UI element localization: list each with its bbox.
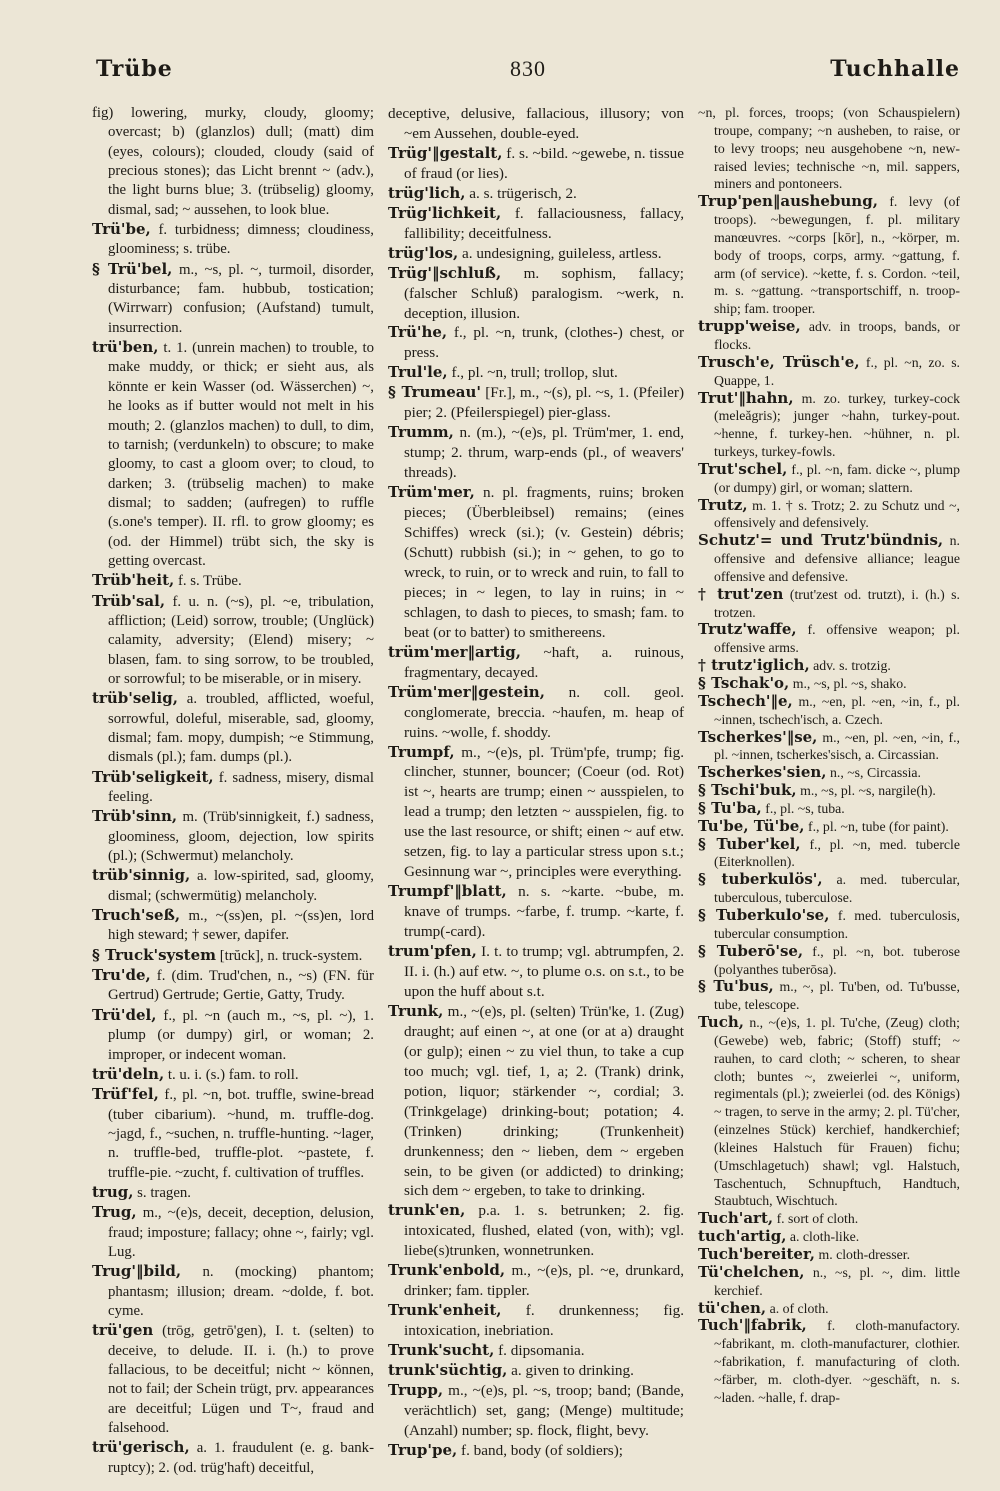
entry-definition: f. (dim. Trud'chen, n., ~s) (FN. für Gertrud) Gertrude; Gertie, Gatty, Trudy. [108, 968, 374, 1004]
entry-definition: f. s. Trübe. [177, 573, 242, 590]
entry-headword: tü'chen, [698, 1298, 767, 1317]
dictionary-entry [92, 1321, 374, 1438]
entry-headword: Trupp, [388, 1381, 444, 1399]
entry-headword: Trup'pen‖aushebung, [698, 192, 878, 211]
dictionary-entry [388, 643, 684, 683]
entry-headword: Tru'de, [92, 966, 151, 985]
dictionary-entry [92, 1065, 374, 1085]
entry-headword: Trü'be, [92, 220, 151, 239]
entry-headword: Trumpf, [388, 742, 455, 761]
entry-definition: n. (m.), ~(e)s, pl. Trüm'mer, 1. end, stump; 2. thrum, warp-ends (pl., of weavers' threads). [404, 424, 684, 482]
dictionary-entry [388, 264, 684, 324]
dictionary-entry [92, 1085, 374, 1183]
entry-headword: Trüb'sinn, [92, 807, 178, 826]
entry-headword: Trüb'seligkeit, [92, 767, 214, 786]
dictionary-entry [92, 1203, 374, 1262]
dictionary-entry [92, 1006, 374, 1065]
dictionary-entry [698, 497, 960, 533]
entry-headword: trü'deln, [92, 1064, 165, 1083]
entry-definition: [Fr.], m., ~(s), pl. ~s, 1. (Pfeiler) pier; 2. (Pfeilerspiegel) pier-glass. [404, 384, 684, 422]
dictionary-entry [92, 946, 374, 966]
entry-definition: adv. s. trotzig. [813, 658, 891, 674]
entry-headword: Trut'schel, [698, 459, 788, 478]
entry-definition: f. band, body (of soldiers); [461, 1441, 623, 1459]
dictionary-entry [92, 338, 374, 571]
dictionary-entry [92, 592, 374, 690]
entry-headword: § Tuber'kel, [698, 834, 801, 853]
entry-definition: n. offensive and defensive alliance; league offensive and defensive. [714, 533, 961, 584]
entry-headword: § Tschak'o, [698, 674, 790, 692]
entry-headword: trüg'los, [388, 243, 459, 262]
entry-headword: trü'ben, [92, 338, 159, 357]
entry-headword: Tschech'‖e, [698, 691, 793, 710]
entry-headword: Trumpf'‖blatt, [388, 882, 507, 901]
entry-headword: trüm'mer‖artig, [388, 642, 521, 661]
entry-headword: trunk'süchtig, [388, 1361, 508, 1380]
entry-definition: f. med. tuberculosis, tubercular consumption. [714, 907, 960, 941]
entry-definition: a. low-spirited, sad, gloomy, dismal; (schwermütig) melancholy. [108, 868, 375, 904]
entry-definition: s. tragen. [137, 1184, 191, 1201]
dictionary-entry [388, 743, 684, 883]
dictionary-entry [698, 532, 960, 586]
entry-definition: m. 1. † s. Trotz; 2. zu Schutz und ~, offensively and defensively. [714, 497, 960, 531]
dictionary-entry [698, 1300, 960, 1318]
entry-headword: Trüm'mer, [388, 483, 475, 502]
entry-headword: Trut'‖hahn, [698, 388, 794, 407]
header-guide-word-right: Tuchhalle [830, 56, 960, 82]
entry-headword: § Trumeau' [388, 383, 482, 402]
entry-definition: f., pl. ~n, med. tubercle (Eiterknollen). [714, 836, 960, 870]
entry-definition: m., ~en, pl. ~en, ~in, f., pl. ~innen, tscherkes'sisch, a. Circassian. [714, 729, 960, 763]
entry-definition: f. sadness, misery, dismal feeling. [108, 769, 374, 806]
entry-definition: m. sophism, fallacy; (falscher Schluß) paralogism. ~werk, n. deception, illusion. [404, 264, 685, 322]
entry-headword: Trunk'enheit, [388, 1301, 502, 1320]
dictionary-entry [698, 621, 960, 657]
entry-headword: Trug'‖bild, [92, 1262, 182, 1281]
entry-definition: f. offensive weapon; pl. offensive arms. [714, 622, 960, 656]
entry-definition: f. u. n. (~s), pl. ~e, tribulation, affliction; (Leid) sorrow, trouble; (Unglück) calamity, adversity; (Elend) misery; ~ blasen, fam. to sing sorrow, to be troubled, or sorrowful; to be miserable, or in misery. [108, 593, 374, 687]
dictionary-entry [698, 764, 960, 782]
dictionary-entry [698, 354, 960, 390]
entry-definition: a. cloth-like. [789, 1229, 860, 1245]
entry-definition: m., ~(e)s, deceit, deception, delusion, fraud; imposture; fallacy; ohne ~, fairly; vgl. Lug. [108, 1205, 374, 1260]
dictionary-entry [92, 807, 374, 866]
column-right [698, 104, 960, 1407]
dictionary-entry [92, 906, 374, 946]
dictionary-entry [92, 966, 374, 1006]
entry-headword: trunk'en, [388, 1201, 466, 1220]
entry-definition: a. s. trügerisch, 2. [469, 184, 577, 202]
entry-headword: Tuch'bereiter, [698, 1245, 816, 1263]
entry-definition: m., ~(e)s, pl. ~s, troop; band; (Bande, verächtlich) set, gang; (Menge) multitude; (Anzahl) number; sp. flock, flight, bevy. [404, 1382, 684, 1439]
entry-headword: § Trü'bel, [92, 259, 173, 278]
entry-headword: Tscherkes'sien, [698, 763, 827, 782]
entry-definition: m., ~(ss)en, pl. ~(ss)en, lord high steward; † sewer, dapifer. [108, 908, 374, 944]
dictionary-entry [388, 1301, 684, 1341]
entry-definition: (trōg, getrō'gen), I. t. (selten) to deceive, to delude. II. i. (h.) to prove fallacious, to be deceitful; nicht ~ können, not to fail; der Schein trügt, prv. appearances are deceitful; Lügen und T~, fraud and falsehood. [108, 1323, 374, 1437]
dictionary-entry [388, 1341, 684, 1361]
dictionary-entry [698, 782, 960, 800]
entry-headword: Tuch'‖fabrik, [698, 1316, 807, 1335]
entry-headword: Tuch, [698, 1013, 744, 1032]
entry-headword: Trü'del, [92, 1005, 157, 1024]
dictionary-entry [698, 586, 960, 622]
dictionary-entry [698, 461, 960, 497]
entry-headword: § Tuberō'se, [698, 941, 804, 960]
entry-headword: Tscherkes'‖se, [698, 727, 818, 746]
entry-headword: Trutz, [698, 495, 748, 514]
dictionary-entry [698, 943, 960, 979]
entry-headword: Trumm, [388, 423, 454, 442]
page-header [96, 56, 960, 96]
entry-definition: f. levy (of troops). ~bewegungen, f. pl. military manœuvres. ~corps [kōr], n., ~körper, m. body of troops, corps, army. ~gattung, f. arm (of service). ~kette, f. s. Cordon. ~teil, m. s. ~gattung. ~transportschiff, n. troop-ship; fam. trooper. [714, 194, 960, 317]
entry-headword: § tuberkulös', [698, 870, 823, 889]
entry-definition: f. turbidness; dimness; cloudiness, gloominess; s. trübe. [108, 222, 374, 258]
entry-headword: Trusch'e, Trüsch'e, [698, 352, 860, 371]
dictionary-entry [698, 871, 960, 907]
entry-definition: f., pl. ~n (auch m., ~s, pl. ~), 1. plump (or dumpy) girl, or woman; 2. improper, or indecent woman. [108, 1007, 375, 1063]
dictionary-entry [92, 104, 374, 220]
dictionary-entry [92, 260, 374, 338]
header-guide-word-left: Trübe [96, 56, 173, 82]
entry-definition: a. troubled, afflicted, woeful, sorrowful, doleful, miserable, sad, gloomy, dismal; fam. mopy, dumpish; ~e Stimmung, dismals (pl.); fam. dumps (pl.). [108, 691, 374, 766]
entry-headword: Trüg'‖schluß, [388, 263, 502, 282]
entry-definition: m., ~en, pl. ~en, ~in, f., pl. ~innen, tschech'isch, a. Czech. [714, 693, 961, 727]
entry-definition: adv. in troops, bands, or flocks. [714, 319, 961, 352]
dictionary-entry [698, 836, 960, 872]
column-middle [388, 104, 684, 1461]
entry-definition: p.a. 1. s. betrunken; 2. fig. intoxicated, flushed, elated (von, with); vgl. liebe(s)trunken, wonnetrunken. [404, 1202, 684, 1260]
entry-definition: f., pl. ~n, tube (for paint). [807, 818, 949, 834]
entry-definition: f. dipsomania. [498, 1342, 585, 1360]
entry-definition: f. drunkenness; fig. intoxication, inebriation. [404, 1302, 684, 1340]
entry-headword: Trüm'mer‖gestein, [388, 682, 545, 701]
entry-headword: trü'gerisch, [92, 1438, 190, 1457]
dictionary-entry [92, 689, 374, 767]
dictionary-entry [698, 1264, 960, 1300]
entry-definition: a. undesigning, guileless, artless. [462, 244, 662, 262]
entry-headword: tuch'artig, [698, 1227, 787, 1246]
dictionary-entry [388, 683, 684, 743]
dictionary-entry [698, 318, 960, 354]
entry-definition: t. u. i. (s.) fam. to roll. [167, 1066, 299, 1083]
entry-headword: Trunk'enbold, [388, 1261, 506, 1280]
dictionary-entry [92, 1183, 374, 1203]
dictionary-entry [698, 818, 960, 836]
page-number: 830 [510, 56, 546, 81]
dictionary-entry [92, 866, 374, 906]
entry-definition: m., ~s, pl. ~s, nargile(h). [800, 783, 936, 799]
entry-headword: § Truck'system [92, 945, 217, 964]
dictionary-entry [388, 483, 684, 643]
entry-headword: Trul'le, [388, 363, 448, 382]
entry-headword: Trüg'‖gestalt, [388, 143, 503, 162]
dictionary-entry [388, 184, 684, 204]
entry-definition: f., pl. ~n, fam. dicke ~, plump (or dumpy) girl, or woman; slattern. [714, 461, 960, 495]
dictionary-entry [92, 220, 374, 260]
dictionary-entry [698, 907, 960, 943]
entry-headword: Schutz'= und Trutz'bündnis, [698, 531, 944, 550]
dictionary-entry [698, 729, 960, 765]
dictionary-entry [388, 1381, 684, 1441]
entry-headword: trum'pfen, [388, 942, 477, 961]
entry-headword: Trüg'lichkeit, [388, 203, 502, 222]
entry-headword: Truch'seß, [92, 906, 181, 925]
entry-definition: f. sort of cloth. [776, 1211, 859, 1227]
entry-headword: Trunk, [388, 1001, 444, 1020]
entry-definition: m. (Trüb'sinnigkeit, f.) sadness, gloominess, gloom, dejection, low spirits (pl.); (Schwermut) melancholy. [108, 809, 374, 865]
entry-headword: Tu'be, Tü'be, [698, 816, 805, 835]
dictionary-entry [388, 1261, 684, 1301]
dictionary-entry [698, 1210, 960, 1228]
entry-definition: f., pl. ~s, tuba. [765, 800, 845, 816]
dictionary-entry [388, 942, 684, 1002]
dictionary-entry [698, 1014, 960, 1210]
dictionary-entry [388, 383, 684, 423]
entry-definition: f., pl. ~n, trunk, (clothes-) chest, or press. [404, 324, 685, 362]
entry-definition: m., ~s, pl. ~s, shako. [792, 676, 907, 691]
entry-definition: n., ~(e)s, 1. pl. Tu'che, (Zeug) cloth; (Gewebe) web, fabric; (Stoff) stuff; ~ rauhen, to card cloth; ~ scheren, to shear cloth; buntes ~, zweierlei ~, uniform, regimentals (pl.); zweierlei (od. des Königs) ~ tragen, to serve in the army; 2. pl. Tü'cher, (einzelnes Stück) kerchief, handkerchief; (kleines Halstuch für Frauen) fichu; (Umschlagetuch) shawl; vgl. Halstuch, Taschentuch, Schnupftuch, Handtuch, Staubtuch, Wischtuch. [714, 1015, 960, 1209]
entry-definition: (trut'zest od. trutzt), i. (h.) s. trotzen. [714, 586, 960, 620]
entry-headword: § Tuberkulo'se, [698, 905, 830, 924]
entry-definition: a. given to drinking. [511, 1362, 634, 1380]
dictionary-entry [698, 657, 960, 675]
dictionary-entry [388, 1201, 684, 1261]
entry-definition: a. 1. fraudulent (e. g. bank-ruptcy); 2. (od. trüg'haft) deceitful, [108, 1440, 374, 1476]
entry-definition: f., pl. ~n, trull; trollop, slut. [451, 364, 618, 382]
entry-definition: I. t. to trump; vgl. abtrumpfen, 2. II. i. (h.) auf etw. ~, to plume o.s. on s.t., to be upon the huff about s.t. [404, 943, 685, 1000]
entry-definition: f., pl. ~n, zo. s. Quappe, 1. [714, 354, 961, 388]
dictionary-entry [388, 244, 684, 264]
dictionary-entry [92, 1262, 374, 1321]
dictionary-entry [92, 1438, 374, 1478]
entry-headword: Trug, [92, 1203, 137, 1222]
dictionary-entry [698, 978, 960, 1014]
dictionary-entry [92, 768, 374, 808]
entry-headword: Tü'chelchen, [698, 1262, 805, 1281]
entry-headword: † trut'zen [698, 584, 784, 603]
entry-definition: m., ~s, pl. ~, turmoil, disorder, disturbance; fam. hubbub, tostication; (Wirrwarr) confusion; (Aufstand) tumult, insurrection. [108, 261, 375, 336]
entry-headword: § Tu'bus, [698, 977, 774, 996]
entry-definition: f. cloth-manufactory. ~fabrikant, m. cloth-manufacturer, clothier. ~fabrikation, f. manufacturing of cloth. ~färber, m. cloth-dyer. ~geschäft, n. s. ~laden. ~halle, f. drap- [714, 1318, 961, 1405]
entry-definition: m., ~(e)s, pl. ~e, drunkard, drinker; fam. tippler. [404, 1262, 684, 1300]
entry-headword: § Tschi'buk, [698, 781, 797, 800]
column-left [92, 104, 374, 1478]
dictionary-entry [388, 1002, 684, 1202]
entry-definition: n., ~s, pl. ~, dim. little kerchief. [714, 1264, 961, 1298]
entry-definition: m., ~, pl. Tu'ben, od. Tu'busse, tube, telescope. [714, 979, 960, 1013]
entry-headword: Trutz'waffe, [698, 620, 797, 639]
dictionary-entry [92, 571, 374, 591]
entry-headword: Trüb'heit, [92, 571, 175, 590]
dictionary-entry [698, 390, 960, 461]
entry-headword: trupp'weise, [698, 317, 801, 336]
entry-headword: Trunk'sucht, [388, 1341, 495, 1360]
entry-definition: a. of cloth. [769, 1300, 829, 1316]
entry-definition: ~haft, a. ruinous, fragmentary, decayed. [404, 643, 684, 681]
entry-definition: m., ~(e)s, pl. Trüm'pfe, trump; fig. clincher, stunner, bouncer; (Coeur (od. Rot) ist ~, hearts are trump; einen ~ ausspielen, to lead a trump; den letzten ~ ausspielen, fig. to use the last resource, or shift; einen ~ auf etw. setzen, fig. to lay a particular stress upon s.t.; Gesinnung war ~, principles were everything. [404, 743, 685, 881]
dictionary-entry [388, 423, 684, 483]
entry-headword: trüg'lich, [388, 183, 466, 202]
entry-definition: [trŭck], n. truck-system. [219, 947, 363, 964]
entry-definition: f. s. ~bild. ~gewebe, n. tissue of fraud (or lies). [404, 144, 684, 182]
entry-definition: ~n, pl. forces, troops; (von Schauspielern) troupe, company; ~n ausheben, to raise, or to levy troops; neu ausgehobene ~n, new-raised levies; technische ~n, mil. sappers, miners and pontoneers. [698, 105, 960, 192]
entry-definition: m. zo. turkey, turkey-cock (meleăgris); junger ~hahn, turkey-pout. ~henne, f. turkey-hen. ~hühner, n. pl. turkeys, turkey-fowls. [714, 390, 961, 460]
entry-headword: Trüf'fel, [92, 1085, 159, 1104]
dictionary-entry [698, 800, 960, 818]
entry-definition: n. coll. geol. conglomerate, breccia. ~haufen, m. heap of ruins. ~wolle, f. shoddy. [404, 683, 684, 741]
dictionary-entry [698, 1228, 960, 1246]
entry-headword: † trutz'iglich, [698, 656, 810, 675]
entry-definition: m., ~(e)s, pl. (selten) Trün'ke, 1. (Zug) draught; auf einen ~, at one (or at a) draught (or gulp); einen ~ zu viel thun, to take a cup too much; vgl. tief, 1, a; 2. (Trank) drink, potion, liquor; stärkender ~, cordial; 3. (Trinkgelage) drinking-bout; potation; 4. (Trinken) drinking; (Trunkenheit) drunkenness; den ~ lieben, dem ~ ergeben sein, to be given (or addicted) to drinking; sich dem ~ ergeben, to take to drinking. [404, 1002, 685, 1200]
entry-headword: Trü'he, [388, 323, 448, 342]
entry-headword: trug, [92, 1182, 134, 1201]
dictionary-entry [388, 363, 684, 383]
dictionary-entry [388, 144, 684, 184]
dictionary-entry [698, 1317, 960, 1406]
dictionary-entry [698, 193, 960, 318]
dictionary-entry [698, 104, 960, 193]
dictionary-entry [698, 1246, 960, 1264]
dictionary-entry [388, 882, 684, 942]
entry-headword: Trüb'sal, [92, 591, 166, 610]
dictionary-entry [698, 693, 960, 729]
entry-headword: trü'gen [92, 1321, 154, 1340]
entry-definition: fig) lowering, murky, cloudy, gloomy; overcast; b) (glanzlos) dull; (matt) dim (eyes, colours); clouded, cloudy (said of precious stones); das Licht brennt ~ (adv.), the light burns blue; 3. (trübselig) gloomy, dismal, sad; ~ aussehen, to look blue. [92, 105, 374, 218]
entry-headword: § Tu'ba, [698, 798, 762, 817]
entry-definition: t. 1. (unrein machen) to trouble, to make muddy, or thick; er sieht aus, als könnte er kein Wasser (od. Wässerchen) ~, he looks as if butter would not melt in his mouth; 2. (glanzlos machen) to dull, to dim, to tarnish; (verdunkeln) to obscure; to make gloomy, to cast a gloom over; to cloud, to darken; 3. (trübselig machen) to make dismal; to sadden; (aufregen) to ruffle (s.one's temper). II. rfl. to grow gloomy; es (od. der Himmel) trübt sich, the sky is getting overcast. [108, 340, 374, 569]
dictionary-entry [698, 675, 960, 693]
entry-headword: trüb'selig, [92, 689, 178, 708]
dictionary-entry [388, 204, 684, 244]
entry-definition: n., ~s, Circassia. [829, 765, 921, 781]
dictionary-entry [388, 1361, 684, 1381]
dictionary-entry [388, 323, 684, 363]
entry-definition: f., pl. ~n, bot. truffle, swine-bread (tuber cibarium). ~hund, m. truffle-dog. ~jagd, f., ~suchen, n. truffle-hunting. ~lager, n. truffle-bed, truffle-plot. ~pastete, f. truffle-pie. ~zucht, f. cultivation of truffles. [108, 1087, 375, 1181]
entry-definition: f. fallaciousness, fallacy, fallibility; deceitfulness. [404, 204, 685, 242]
entry-headword: trüb'sinnig, [92, 866, 191, 885]
dictionary-entry [388, 1441, 684, 1461]
entry-definition: n. pl. fragments, ruins; broken pieces; (Überbleibsel) remains; (eines Schiffes) wreck (si.); (v. Gestein) débris; (Schutt) rubbish (si.); in ~ gehen, to go to wreck, to ruin, or to wreck and ruin, to fall to pieces; in ~ legen, to lay in ruins; in ~ schlagen, to dash to pieces, to smash; fam. to beat (or to batter) to smithereens. [404, 484, 685, 641]
entry-definition: deceptive, delusive, fallacious, illusory; von ~em Aussehen, double-eyed. [388, 105, 684, 142]
entry-definition: m. cloth-dresser. [818, 1247, 911, 1262]
entry-definition: f., pl. ~n, bot. tuberose (polyanthes tuberōsa). [714, 943, 960, 977]
dictionary-entry [388, 104, 684, 144]
entry-definition: n. s. ~karte. ~bube, m. knave of trumps. ~farbe, f. trump. ~karte, f. trump(-card). [404, 883, 684, 941]
entry-definition: a. med. tubercular, tuberculous, tuberculose. [714, 872, 960, 906]
entry-definition: n. (mocking) phantom; phantasm; illusion; dream. ~dolde, f. bot. cyme. [108, 1264, 374, 1319]
entry-headword: Tuch'art, [698, 1209, 774, 1228]
entry-headword: Trup'pe, [388, 1440, 458, 1459]
